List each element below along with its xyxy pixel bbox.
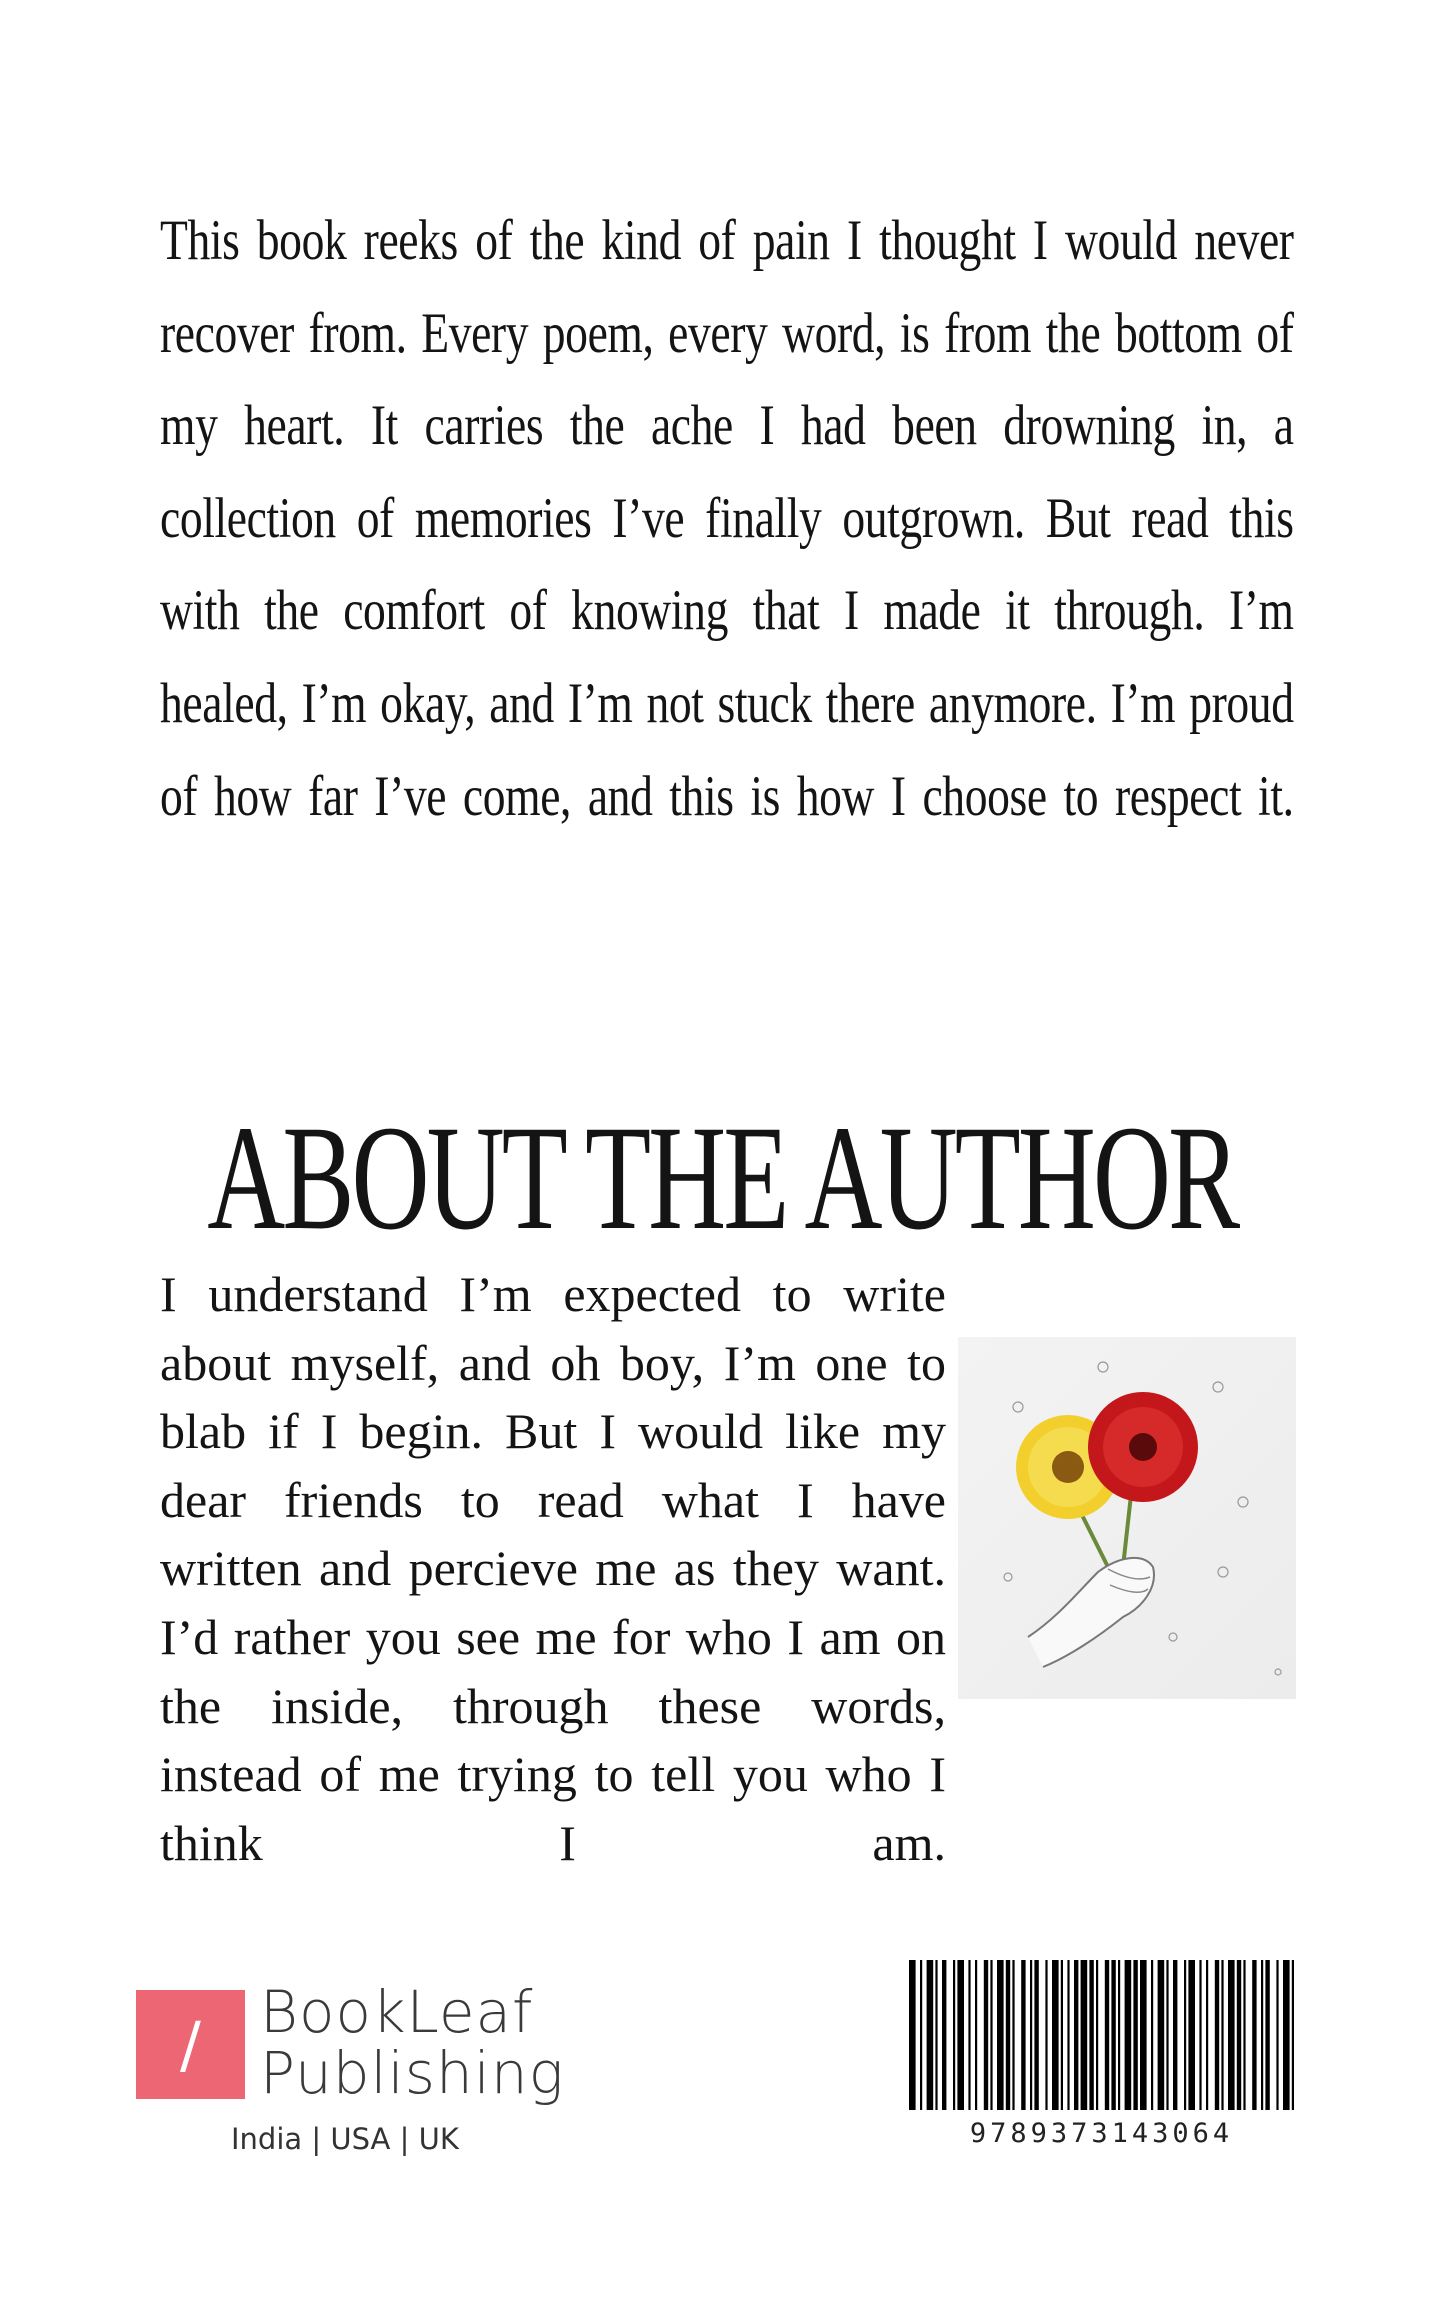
isbn-barcode: [909, 1960, 1294, 2110]
logo-slash-mark: /: [180, 2008, 201, 2081]
barcode-bar: [1133, 1960, 1137, 2110]
barcode-bar: [1061, 1960, 1063, 2110]
red-flower-icon: [1088, 1392, 1198, 1502]
barcode-bar: [1221, 1960, 1223, 2110]
barcode-bar: [1292, 1960, 1294, 2110]
barcode-bar: [1045, 1960, 1047, 2110]
barcode-bar: [1140, 1960, 1147, 2110]
barcode-bar: [1012, 1960, 1014, 2110]
barcode-bar: [1081, 1960, 1088, 2110]
publisher-name-line2: Publishing: [260, 2039, 565, 2107]
barcode-bar: [1089, 1960, 1093, 2110]
barcode-bar: [953, 1960, 955, 2110]
about-author-heading: [0, 1095, 1445, 1261]
barcode-bar: [1111, 1960, 1115, 2110]
barcode-bar: [1105, 1960, 1109, 2110]
barcode-bar: [1151, 1960, 1153, 2110]
barcode-bar: [1261, 1960, 1263, 2110]
barcode-bar: [1158, 1960, 1165, 2110]
barcode-bar: [1237, 1960, 1241, 2110]
barcode-bar: [1030, 1960, 1032, 2110]
publisher-name: [260, 1978, 565, 2107]
barcode-bar: [1265, 1960, 1269, 2110]
barcode-bar: [1184, 1960, 1186, 2110]
barcode-bar: [909, 1960, 916, 2110]
barcode-bar: [1283, 1960, 1290, 2110]
about-author-text: I understand I’m expected to write about myself, and oh boy, I’m one to blab if I begin. But I would like my dear friends to read what I have written and percieve me as they want. I’d rather you see me for who I am on the inside, through these words, instead of me trying to tell you who I think I am.: [160, 1266, 946, 1871]
barcode-bar: [1228, 1960, 1235, 2110]
barcode-bar: [1166, 1960, 1168, 2110]
barcode-bar: [927, 1960, 934, 2110]
barcode-bar: [990, 1960, 992, 2110]
barcode-bar: [942, 1960, 946, 2110]
barcode-bar: [1199, 1960, 1201, 2110]
barcode-bar: [968, 1960, 970, 2110]
barcode-bar: [1006, 1960, 1010, 2110]
barcode-bar: [1021, 1960, 1025, 2110]
barcode-bar: [1206, 1960, 1208, 2110]
barcode-bar: [1243, 1960, 1245, 2110]
barcode-bar: [1188, 1960, 1195, 2110]
barcode-bar: [1276, 1960, 1278, 2110]
barcode-bar: [1034, 1960, 1038, 2110]
author-flower-illustration: [958, 1337, 1296, 1699]
about-author-title-text: ABOUT THE AUTHOR: [207, 1095, 1238, 1261]
barcode-bar: [1173, 1960, 1177, 2110]
back-cover-blurb: This book reeks of the kind of pain I thought I would never recover from. Every poem, every word, is from the bottom of my heart. It carries the ache I had been drowning in, a collection of memories I’ve finally outgrown. But read this with the comfort of knowing that I made it through. I’m healed, I’m okay, and I’m not stuck there anymore. I’m proud of how far I’ve come, and this is how I choose to respect it.: [160, 209, 1294, 828]
barcode-bar: [935, 1960, 937, 2110]
barcode-bar: [975, 1960, 977, 2110]
barcode-bar: [1096, 1960, 1098, 2110]
barcode-bar: [920, 1960, 922, 2110]
barcode-bar: [1074, 1960, 1078, 2110]
publisher-regions: India | USA | UK: [231, 2122, 459, 2156]
barcode-bar: [984, 1960, 988, 2110]
barcode-bar: [1252, 1960, 1256, 2110]
publisher-name-line1: BookLeaf: [260, 1978, 534, 2046]
isbn-number: 9789373143064: [969, 2118, 1234, 2149]
barcode-bar: [1215, 1960, 1219, 2110]
barcode-bar: [1118, 1960, 1120, 2110]
barcode-bar: [1125, 1960, 1132, 2110]
barcode-bar: [1052, 1960, 1059, 2110]
barcode-bar: [1067, 1960, 1069, 2110]
barcode-bar: [997, 1960, 1004, 2110]
barcode-bar: [957, 1960, 964, 2110]
hand-holding-flowers-icon: [958, 1337, 1296, 1699]
